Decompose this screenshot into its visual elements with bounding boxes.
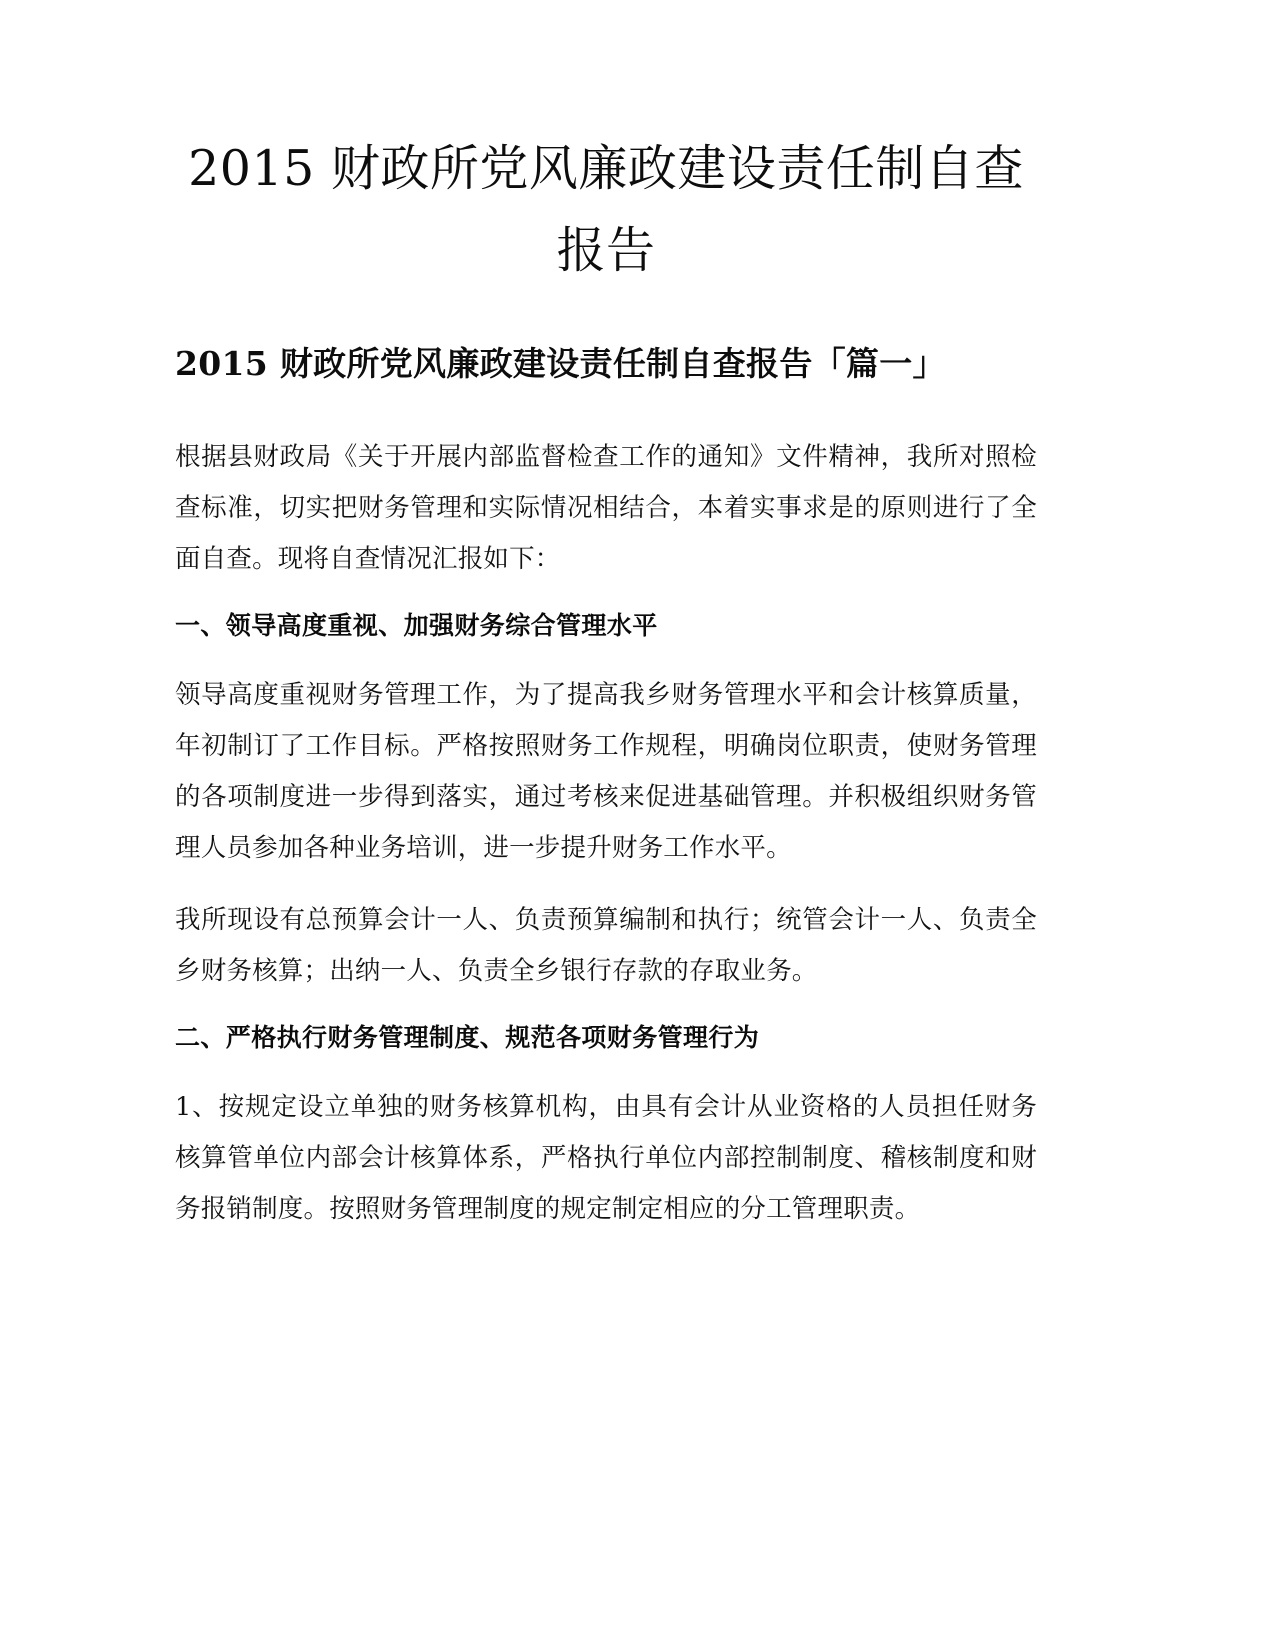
section-heading: 二、严格执行财务管理制度、规范各项财务管理行为 xyxy=(175,1023,760,1053)
document-content xyxy=(175,128,1037,1235)
body-paragraph: 根据县财政局《关于开展内部监督检查工作的通知》文件精神，我所对照检查标准，切实把财务管理和实际情况相结合，本着实事求是的原则进行了全面自查。现将自查情况汇报如下： xyxy=(175,442,1037,575)
section-heading: 一、领导高度重视、加强财务综合管理水平 xyxy=(175,611,658,641)
page-title: 2015 财政所党风廉政建设责任制自查报告 xyxy=(188,140,1024,280)
document-body xyxy=(175,432,1037,1235)
body-paragraph: 我所现设有总预算会计一人、负责预算编制和执行；统管会计一人、负责全乡财务核算；出纳一人、负责全乡银行存款的存取业务。 xyxy=(175,905,1037,987)
document-subtitle: 2015 财政所党风廉政建设责任制自查报告「篇一」 xyxy=(175,343,946,383)
body-paragraph: 领导高度重视财务管理工作，为了提高我乡财务管理水平和会计核算质量，年初制订了工作目标。严格按照财务工作规程，明确岗位职责，使财务管理的各项制度进一步得到落实，通过考核来促进基础管理。并积极组织财务管理人员参加各种业务培训，进一步提升财务工作水平。 xyxy=(175,680,1037,864)
body-paragraph: 1、按规定设立单独的财务核算机构，由具有会计从业资格的人员担任财务核算管单位内部会计核算体系，严格执行单位内部控制制度、稽核制度和财务报销制度。按照财务管理制度的规定制定相应的分工管理职责。 xyxy=(175,1092,1037,1225)
